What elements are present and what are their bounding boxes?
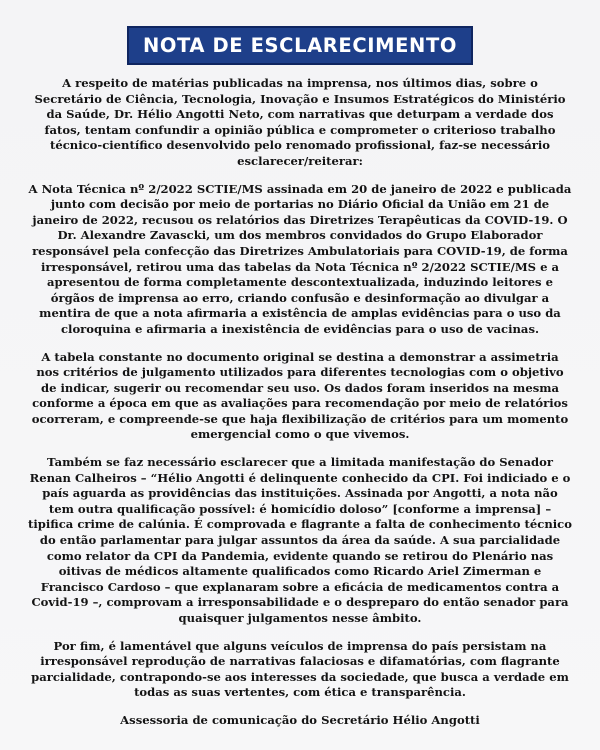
paragraph-conclusao: Por fim, é lamentável que alguns veículos de imprensa do país persistam na irresponsável reprodução de narrativas falaciosas e difamatórias, com flagrante parcialidade, contrapondo-se aos interesses da sociedade, que busca a verdade em todas as suas vertentes, com ética e transparência. (31, 638, 569, 700)
title-container (0, 26, 600, 65)
document-body (28, 76, 572, 741)
paragraph-tabela: A tabela constante no documento original se destina a demonstrar a assimetria nos critérios de julgamento utilizados para diferentes tecnologias com o objetivo de indicar, sugerir ou recomendar seu uso. Os dados foram inseridos na mesma conforme a época em que as avaliações para recomendação por meio de relatórios ocorreram, e compreende-se que haja flexibilização de critérios para um momento emergencial como o que vivemos. (31, 349, 569, 442)
paragraph-nota-tecnica: A Nota Técnica nº 2/2022 SCTIE/MS assinada em 20 de janeiro de 2022 e publicada junto com decisão por meio de portarias no Diário Oficial da União em 21 de janeiro de 2022, recusou os relatórios das Diretrizes Terapêuticas da COVID-19. O Dr. Alexandre Zavascki, um dos membros convidados do Grupo Elaborador responsável pela confecção das Diretrizes Ambulatoriais para COVID-19, de forma irresponsável, retirou uma das tabelas da Nota Técnica nº 2/2022 SCTIE/MS e a apresentou de forma completamente descontextualizada, induzindo leitores e órgãos de imprensa ao erro, criando confusão e desinformação ao divulgar a mentira de que a nota afirmaria a existência de amplas evidências para o uso da cloroquina e afirmaria a inexistência de evidências para o uso de vacinas. (28, 181, 572, 336)
document-title: NOTA DE ESCLARECIMENTO (127, 26, 473, 65)
paragraph-senador: Também se faz necessário esclarecer que a limitada manifestação do Senador Renan Calheiros – “Hélio Angotti é delinquente conhecido da CPI. Foi indiciado e o país aguarda as providências das instituições. Assinada por Angotti, a nota não tem outra qualificação possível: é homicídio doloso” [conforme a imprensa] – tipifica crime de calúnia. É comprovada e flagrante a falta de conhecimento técnico do então parlamentar para julgar assuntos da área da saúde. A sua parcialidade como relator da CPI da Pandemia, evidente quando se retirou do Plenário nas oitivas de médicos altamente qualificados como Ricardo Ariel Zimerman e Francisco Cardoso – que explanaram sobre a eficácia de medicamentos contra a Covid-19 –, comprovam a irresponsabilidade e o despreparo do então senador para quaisquer julgamentos nesse âmbito. (28, 455, 572, 625)
signature: Assessoria de comunicação do Secretário Hélio Angotti (120, 712, 480, 727)
paragraph-intro: A respeito de matérias publicadas na imprensa, nos últimos dias, sobre o Secretário de Ciência, Tecnologia, Inovação e Insumos Estratégicos do Ministério da Saúde, Dr. Hélio Angotti Neto, com narrativas que deturpam a verdade dos fatos, tentam confundir a opinião pública e comprometer o criterioso trabalho técnico-científico desenvolvido pelo renomado profissional, faz-se necessário esclarecer/reiterar: (34, 76, 566, 168)
